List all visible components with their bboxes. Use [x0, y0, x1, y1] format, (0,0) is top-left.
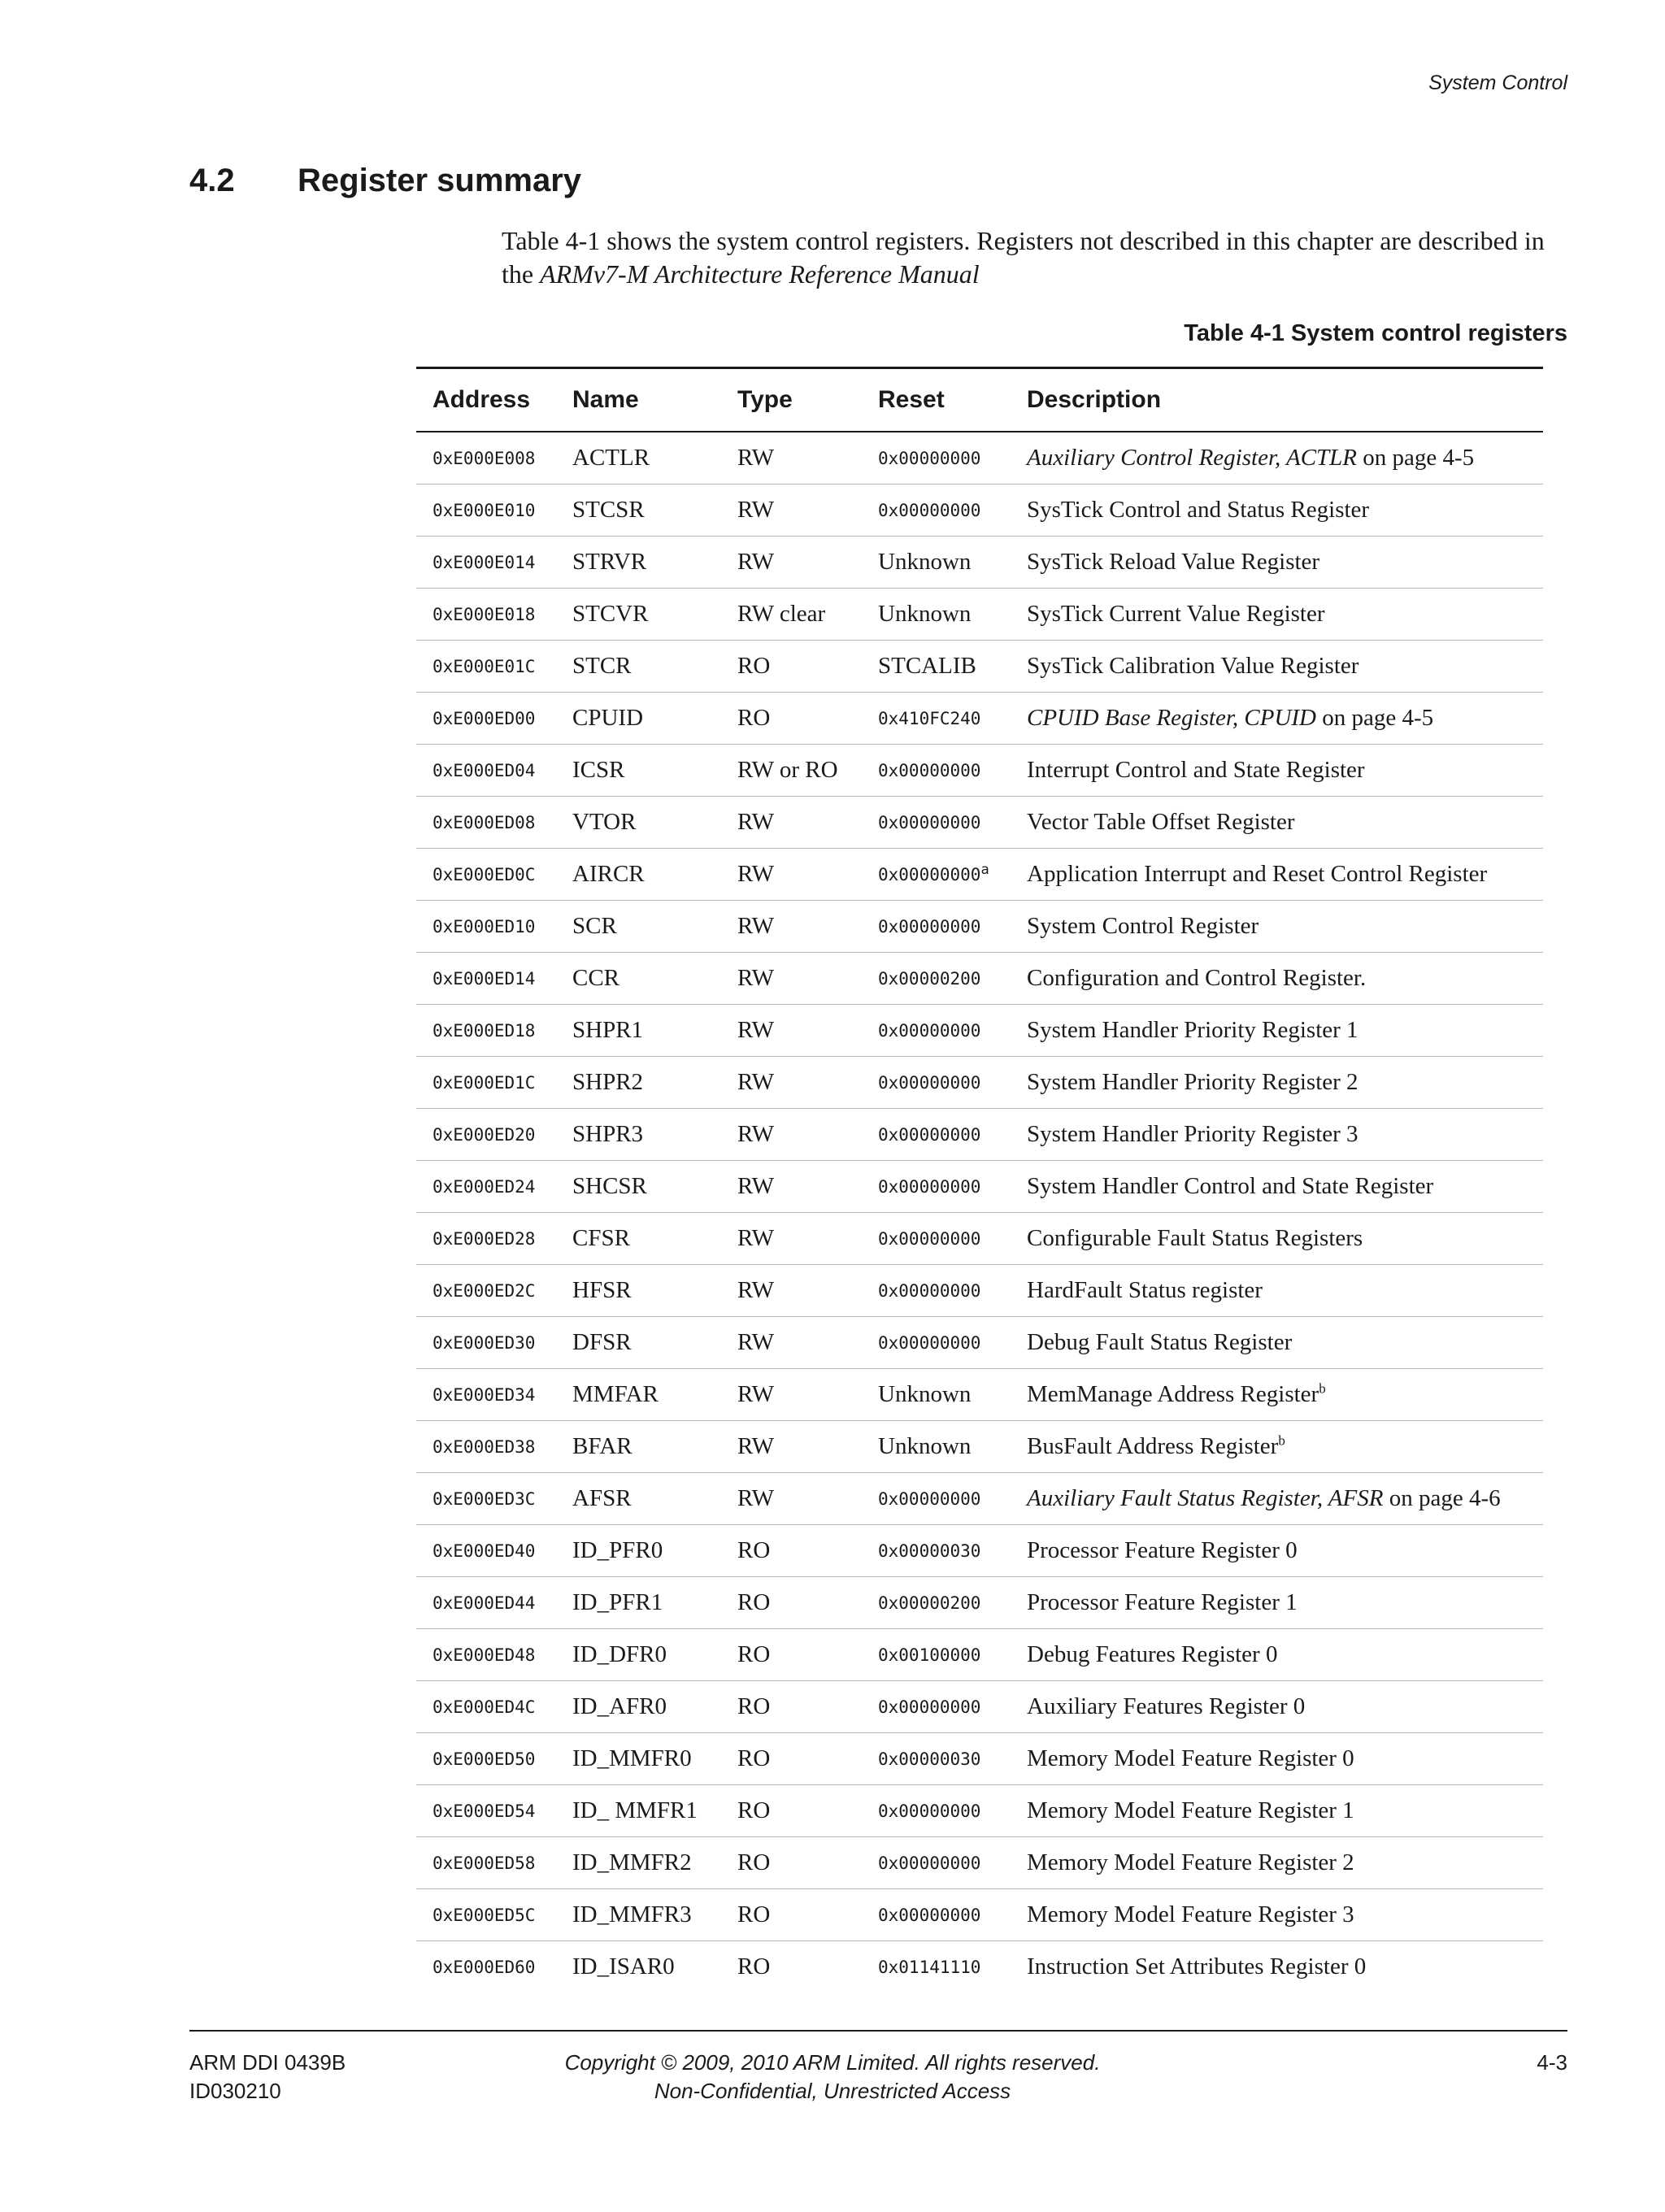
register-name: ACTLR: [556, 432, 721, 485]
reset-value: 0x00000200: [878, 1593, 981, 1613]
description-text: Configurable Fault Status Registers: [1027, 1225, 1363, 1251]
register-reset: [862, 1005, 1011, 1057]
register-description: [1011, 1265, 1543, 1317]
register-name: AFSR: [556, 1473, 721, 1525]
table-row: [416, 485, 1543, 537]
register-description: [1011, 589, 1543, 641]
table-row: [416, 849, 1543, 901]
register-address: 0xE000ED14: [416, 953, 556, 1005]
description-text: on page 4-6: [1383, 1485, 1501, 1511]
register-description: [1011, 1889, 1543, 1941]
register-description: [1011, 1577, 1543, 1629]
reset-value: 0x00000000: [878, 1332, 981, 1353]
table-row: [416, 1837, 1543, 1889]
register-reset: [862, 1265, 1011, 1317]
register-address: 0xE000ED00: [416, 693, 556, 745]
description-text: Memory Model Feature Register 1: [1027, 1797, 1354, 1823]
reset-value: 0x01141110: [878, 1957, 981, 1977]
column-header-name: Name: [572, 386, 639, 413]
register-name: SHCSR: [556, 1161, 721, 1213]
table-row: [416, 641, 1543, 693]
register-description: [1011, 1421, 1543, 1473]
table-body: [416, 432, 1543, 1993]
register-description: [1011, 849, 1543, 901]
table-row: [416, 1785, 1543, 1837]
column-header-type: Type: [737, 386, 793, 413]
reset-value: 0x00000030: [878, 1541, 981, 1561]
description-text: SysTick Calibration Value Register: [1027, 653, 1359, 679]
description-text: SysTick Reload Value Register: [1027, 549, 1320, 575]
confidentiality-notice: Non-Confidential, Unrestricted Access: [654, 2079, 1011, 2103]
column-header-reset: Reset: [878, 386, 945, 413]
description-text: System Control Register: [1027, 913, 1259, 939]
register-description: [1011, 641, 1543, 693]
reset-value: 0x00000000: [878, 864, 981, 884]
register-name: CFSR: [556, 1213, 721, 1265]
register-description: [1011, 1785, 1543, 1837]
register-type: RW: [721, 901, 862, 953]
reset-value: 0x00000000: [878, 1280, 981, 1301]
register-address: 0xE000ED44: [416, 1577, 556, 1629]
reset-value: 0x00000000: [878, 1905, 981, 1925]
register-type: RO: [721, 641, 862, 693]
page-number: 4-3: [1537, 2050, 1567, 2075]
register-address: 0xE000ED1C: [416, 1057, 556, 1109]
register-name: ID_MMFR2: [556, 1837, 721, 1889]
register-description: [1011, 1109, 1543, 1161]
register-name: BFAR: [556, 1421, 721, 1473]
register-address: 0xE000ED40: [416, 1525, 556, 1577]
register-address: 0xE000ED38: [416, 1421, 556, 1473]
register-description: [1011, 901, 1543, 953]
reset-value: Unknown: [878, 549, 972, 575]
register-reset: [862, 1837, 1011, 1889]
register-reset: [862, 641, 1011, 693]
description-text: Configuration and Control Register.: [1027, 965, 1367, 991]
register-description: [1011, 432, 1543, 485]
table-header-row: [416, 368, 1543, 432]
table-row: [416, 1265, 1543, 1317]
reset-value: 0x00000000: [878, 1488, 981, 1509]
register-reset: [862, 1577, 1011, 1629]
register-type: RW or RO: [721, 745, 862, 797]
description-text: Memory Model Feature Register 0: [1027, 1745, 1354, 1771]
register-address: 0xE000ED48: [416, 1629, 556, 1681]
description-text: Processor Feature Register 0: [1027, 1537, 1298, 1563]
register-description: [1011, 1005, 1543, 1057]
register-address: 0xE000ED4C: [416, 1681, 556, 1733]
register-reset: [862, 1369, 1011, 1421]
table-row: [416, 745, 1543, 797]
register-description: [1011, 745, 1543, 797]
description-text: MemManage Address Register: [1027, 1381, 1319, 1407]
register-address: 0xE000E008: [416, 432, 556, 485]
table-row: [416, 432, 1543, 485]
register-type: RW: [721, 797, 862, 849]
register-description: [1011, 1681, 1543, 1733]
register-type: RW: [721, 1421, 862, 1473]
reset-value: STCALIB: [878, 653, 976, 679]
register-type: RW: [721, 1161, 862, 1213]
description-link: CPUID Base Register, CPUID: [1027, 705, 1317, 731]
reset-value: 0x00000000: [878, 1801, 981, 1821]
register-address: 0xE000E014: [416, 537, 556, 589]
description-text: Instruction Set Attributes Register 0: [1027, 1953, 1367, 1980]
table-row: [416, 1473, 1543, 1525]
reset-value: 0x00000000: [878, 500, 981, 520]
footer-divider: [189, 2030, 1567, 2032]
register-type: RO: [721, 1525, 862, 1577]
document-id: ARM DDI 0439B: [189, 2050, 346, 2075]
description-text: System Handler Priority Register 1: [1027, 1017, 1359, 1043]
register-reset: [862, 797, 1011, 849]
register-description: [1011, 485, 1543, 537]
table-row: [416, 797, 1543, 849]
table-row: [416, 1421, 1543, 1473]
description-text: HardFault Status register: [1027, 1277, 1263, 1303]
register-address: 0xE000ED04: [416, 745, 556, 797]
footnote-marker: a: [980, 861, 989, 878]
register-name: ID_DFR0: [556, 1629, 721, 1681]
register-type: RW: [721, 953, 862, 1005]
copyright-notice: Copyright © 2009, 2010 ARM Limited. All rights reserved.: [564, 2050, 1101, 2075]
release-id: ID030210: [189, 2079, 281, 2103]
register-name: STRVR: [556, 537, 721, 589]
register-reset: [862, 1421, 1011, 1473]
table-row: [416, 1681, 1543, 1733]
register-type: RO: [721, 1577, 862, 1629]
register-type: RW: [721, 432, 862, 485]
table-row: [416, 1005, 1543, 1057]
register-description: [1011, 1733, 1543, 1785]
description-text: Memory Model Feature Register 3: [1027, 1901, 1354, 1927]
table-caption: Table 4-1 System control registers: [1184, 320, 1567, 346]
register-address: 0xE000E010: [416, 485, 556, 537]
description-text: System Handler Control and State Register: [1027, 1173, 1434, 1199]
register-reset: [862, 953, 1011, 1005]
register-reset: [862, 1785, 1011, 1837]
register-reset: [862, 432, 1011, 485]
description-link: Auxiliary Fault Status Register, AFSR: [1027, 1485, 1384, 1511]
register-reset: [862, 1161, 1011, 1213]
description-text: Debug Features Register 0: [1027, 1641, 1278, 1667]
register-address: 0xE000ED08: [416, 797, 556, 849]
register-type: RO: [721, 1629, 862, 1681]
table-row: [416, 1629, 1543, 1681]
reset-value: 0x00000000: [878, 1697, 981, 1717]
reset-value: 0x00100000: [878, 1645, 981, 1665]
column-header-description: Description: [1027, 386, 1162, 413]
register-address: 0xE000ED18: [416, 1005, 556, 1057]
register-name: STCVR: [556, 589, 721, 641]
table-row: [416, 1109, 1543, 1161]
register-address: 0xE000ED54: [416, 1785, 556, 1837]
register-reset: [862, 745, 1011, 797]
table-row: [416, 1733, 1543, 1785]
register-description: [1011, 1317, 1543, 1369]
register-reset: [862, 1629, 1011, 1681]
reset-value: 0x00000000: [878, 1853, 981, 1873]
register-type: RO: [721, 1733, 862, 1785]
reset-value: 0x00000000: [878, 1228, 981, 1249]
table-row: [416, 537, 1543, 589]
section-heading: [189, 163, 581, 199]
register-address: 0xE000ED30: [416, 1317, 556, 1369]
footer-right: [1537, 2049, 1567, 2077]
description-text: on page 4-5: [1316, 705, 1434, 731]
section-number: 4.2: [189, 163, 235, 198]
table-row: [416, 1889, 1543, 1941]
reset-value: 0x410FC240: [878, 708, 981, 728]
register-description: [1011, 1941, 1543, 1993]
table-row: [416, 953, 1543, 1005]
table-row: [416, 1577, 1543, 1629]
register-type: RW clear: [721, 589, 862, 641]
register-reset: [862, 849, 1011, 901]
register-type: RO: [737, 1953, 771, 1980]
register-description: [1011, 537, 1543, 589]
register-reset: [862, 1941, 1011, 1993]
column-header-address: Address: [433, 386, 531, 413]
register-address: 0xE000ED2C: [416, 1265, 556, 1317]
register-type: RW: [721, 1317, 862, 1369]
register-type: RW: [721, 1057, 862, 1109]
table-row: [416, 1941, 1543, 1993]
register-reset: [862, 1317, 1011, 1369]
register-name: ID_MMFR0: [556, 1733, 721, 1785]
register-type: RW: [721, 849, 862, 901]
register-name: ID_AFR0: [556, 1681, 721, 1733]
register-name: SHPR1: [556, 1005, 721, 1057]
table-row: [416, 1057, 1543, 1109]
description-text: Interrupt Control and State Register: [1027, 757, 1365, 783]
register-description: [1011, 1213, 1543, 1265]
reset-value: 0x00000200: [878, 968, 981, 989]
reset-value: Unknown: [878, 1381, 972, 1407]
register-address: 0xE000ED3C: [416, 1473, 556, 1525]
description-text: Processor Feature Register 1: [1027, 1589, 1298, 1615]
register-reset: [862, 1733, 1011, 1785]
register-name: SHPR2: [556, 1057, 721, 1109]
register-reset: [862, 1525, 1011, 1577]
register-reset: [862, 1889, 1011, 1941]
register-type: RW: [721, 537, 862, 589]
register-reset: [862, 485, 1011, 537]
register-name: ID_ MMFR1: [556, 1785, 721, 1837]
description-text: System Handler Priority Register 3: [1027, 1121, 1359, 1147]
register-description: [1011, 1057, 1543, 1109]
register-description: [1011, 693, 1543, 745]
register-name: MMFAR: [556, 1369, 721, 1421]
register-address: 0xE000ED58: [416, 1837, 556, 1889]
register-name: ID_PFR1: [556, 1577, 721, 1629]
register-address: 0xE000ED28: [416, 1213, 556, 1265]
description-text: Memory Model Feature Register 2: [1027, 1849, 1354, 1875]
description-text: Application Interrupt and Reset Control Register: [1027, 861, 1488, 887]
footer-center: [0, 2049, 1665, 2106]
footnote-marker: b: [1278, 1432, 1285, 1449]
reset-value: 0x00000000: [878, 1020, 981, 1041]
register-address: 0xE000E018: [416, 589, 556, 641]
description-link: Auxiliary Control Register, ACTLR: [1027, 445, 1358, 471]
register-description: [1011, 1369, 1543, 1421]
register-name: AIRCR: [556, 849, 721, 901]
register-type: RO: [721, 1785, 862, 1837]
table-row: [416, 1317, 1543, 1369]
register-description: [1011, 797, 1543, 849]
register-name: STCR: [556, 641, 721, 693]
register-type: RW: [721, 1265, 862, 1317]
table-row: [416, 1213, 1543, 1265]
register-address: 0xE000ED20: [416, 1109, 556, 1161]
register-address: 0xE000ED50: [416, 1733, 556, 1785]
register-type: RW: [721, 485, 862, 537]
footnote-marker: b: [1319, 1380, 1326, 1397]
register-type: RO: [721, 1889, 862, 1941]
register-reset: [862, 1109, 1011, 1161]
register-name: HFSR: [556, 1265, 721, 1317]
register-type: RO: [721, 693, 862, 745]
register-type: RW: [721, 1369, 862, 1421]
reset-value: 0x00000000: [878, 1072, 981, 1093]
description-text: SysTick Control and Status Register: [1027, 497, 1370, 523]
register-description: [1011, 1161, 1543, 1213]
register-reset: [862, 1473, 1011, 1525]
register-name: SHPR3: [556, 1109, 721, 1161]
table-row: [416, 901, 1543, 953]
register-reset: [862, 901, 1011, 953]
register-reset: [862, 589, 1011, 641]
register-table: [416, 367, 1543, 1993]
register-address: 0xE000ED10: [416, 901, 556, 953]
reset-value: Unknown: [878, 601, 972, 627]
reset-value: 0x00000000: [878, 760, 981, 780]
register-address: 0xE000ED34: [416, 1369, 556, 1421]
register-address: 0xE000E01C: [416, 641, 556, 693]
register-address: 0xE000ED24: [416, 1161, 556, 1213]
description-text: Debug Fault Status Register: [1027, 1329, 1293, 1355]
register-name: SCR: [556, 901, 721, 953]
register-type: RW: [721, 1473, 862, 1525]
table-row: [416, 693, 1543, 745]
section-title: Register summary: [298, 163, 582, 198]
register-address: 0xE000ED5C: [416, 1889, 556, 1941]
description-text: on page 4-5: [1357, 445, 1475, 471]
register-type: RW: [721, 1109, 862, 1161]
register-description: [1011, 1473, 1543, 1525]
register-name: CPUID: [556, 693, 721, 745]
register-description: [1011, 953, 1543, 1005]
intro-paragraph: [502, 224, 1558, 291]
register-type: RW: [721, 1005, 862, 1057]
register-name: VTOR: [556, 797, 721, 849]
register-name: ID_ISAR0: [572, 1953, 675, 1980]
register-description: [1011, 1629, 1543, 1681]
table-row: [416, 1369, 1543, 1421]
register-reset: [862, 1681, 1011, 1733]
table-row: [416, 1161, 1543, 1213]
reset-value: 0x00000030: [878, 1749, 981, 1769]
reset-value: Unknown: [878, 1433, 972, 1459]
register-type: RW: [721, 1213, 862, 1265]
register-reset: [862, 1213, 1011, 1265]
register-reset: [862, 537, 1011, 589]
register-reset: [862, 1057, 1011, 1109]
reset-value: 0x00000000: [878, 448, 981, 468]
table-row: [416, 589, 1543, 641]
reset-value: 0x00000000: [878, 916, 981, 937]
register-name: ID_PFR0: [556, 1525, 721, 1577]
reset-value: 0x00000000: [878, 812, 981, 832]
register-name: STCSR: [556, 485, 721, 537]
register-name: DFSR: [556, 1317, 721, 1369]
intro-text: Table 4-1 shows the system control registers. Registers not described in this chapter are described in the: [502, 226, 1545, 289]
description-text: Auxiliary Features Register 0: [1027, 1693, 1306, 1719]
description-text: System Handler Priority Register 2: [1027, 1069, 1359, 1095]
register-name: CCR: [556, 953, 721, 1005]
reset-value: 0x00000000: [878, 1124, 981, 1145]
running-header: System Control: [1428, 72, 1567, 94]
register-type: RO: [721, 1681, 862, 1733]
register-description: [1011, 1525, 1543, 1577]
register-name: ID_MMFR3: [556, 1889, 721, 1941]
register-type: RO: [721, 1837, 862, 1889]
description-text: SysTick Current Value Register: [1027, 601, 1325, 627]
description-text: Vector Table Offset Register: [1027, 809, 1295, 835]
manual-reference: ARMv7-M Architecture Reference Manual: [540, 259, 980, 289]
register-address: 0xE000ED60: [433, 1957, 536, 1977]
table-row: [416, 1525, 1543, 1577]
description-text: BusFault Address Register: [1027, 1433, 1279, 1459]
register-reset: [862, 693, 1011, 745]
register-address: 0xE000ED0C: [416, 849, 556, 901]
reset-value: 0x00000000: [878, 1176, 981, 1197]
register-name: ICSR: [556, 745, 721, 797]
register-description: [1011, 1837, 1543, 1889]
